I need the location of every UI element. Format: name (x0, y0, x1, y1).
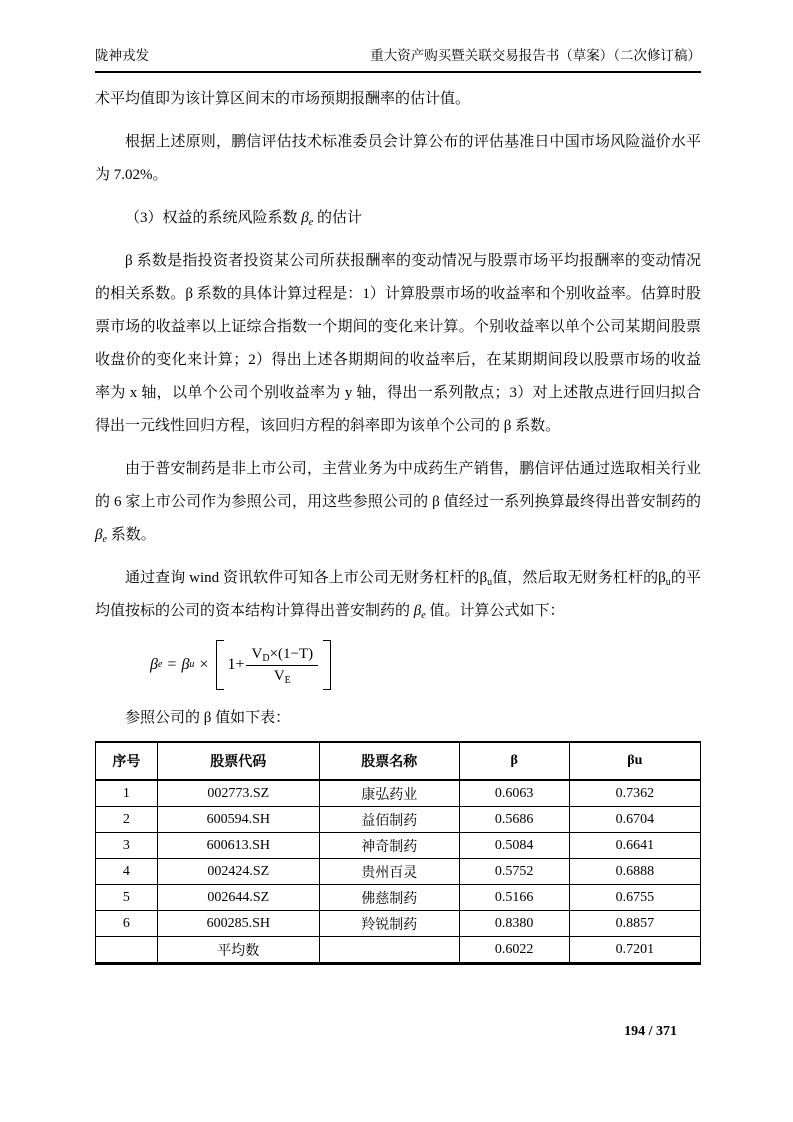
cell-stock-code: 600285.SH (157, 911, 319, 937)
formula-fraction (246, 646, 318, 685)
cell-beta: 0.5752 (459, 859, 569, 885)
cell-stock-code: 600594.SH (157, 807, 319, 833)
paragraph-risk-premium: 根据上述原则，鹏信评估技术标准委员会计算公布的评估基准日中国市场风险溢价水平为 7.02%。 (95, 134, 701, 183)
paragraph-beta-definition: β 系数是指投资者投资某公司所获报酬率的变动情况与股票市场平均报酬率的变动情况的相关系数。β 系数的具体计算过程是：1）计算股票市场的收益率和个别收益率。估算时股票市场的收益率以上证综合指数一个期间的变化来计算。个别收益率以单个公司某期间股票收盘价的变化来计算；2）得出上述各期期间的收益率后，在某期期间段以股票市场的收益率为 x 轴，以单个公司个别收益率为 y 轴，得出一系列散点；3）对上述散点进行回归拟合得出一元线性回归方程，该回归方程的斜率即为该单个公司的 β 系数。 (95, 253, 701, 434)
numerator-v: V (251, 645, 263, 662)
cell-beta: 0.5084 (459, 833, 569, 859)
formula-one-plus: 1+ (227, 656, 245, 673)
beta-formula: β e = β u × 1+ $\frac{V_D\times(1-T)}{V_E}$ (150, 638, 701, 692)
cell-index: 4 (96, 859, 158, 885)
beta-subscript: u (665, 577, 671, 588)
cell-index (96, 937, 158, 964)
fraction-denominator (274, 666, 291, 685)
cell-stock-name: 羚锐制药 (319, 911, 459, 937)
cell-beta-u: 0.6888 (569, 859, 700, 885)
beta-symbol: β (658, 570, 666, 586)
beta-symbol: β (413, 603, 422, 619)
formula-times-sign: × (199, 656, 209, 673)
column-header-beta-u: βu (569, 742, 700, 780)
cell-beta: 0.8380 (459, 911, 569, 937)
cell-stock-name: 贵州百灵 (319, 859, 459, 885)
paragraph-wind-lookup (95, 562, 701, 628)
table-row (96, 780, 701, 807)
beta-symbol: β (301, 210, 309, 226)
cell-average-label: 平均数 (157, 937, 319, 964)
cell-stock-code: 002644.SZ (157, 885, 319, 911)
page-header (95, 47, 701, 73)
puan-text-2: 系数。 (106, 527, 156, 543)
fraction-numerator (246, 646, 318, 666)
numerator-v-sub: D (262, 652, 270, 664)
cell-index: 3 (96, 833, 158, 859)
beta-symbol: β (95, 527, 103, 543)
beta-subscript: e (421, 610, 426, 621)
cell-index: 6 (96, 911, 158, 937)
cell-beta-u: 0.6641 (569, 833, 700, 859)
paragraph-puan-comparables (95, 453, 701, 552)
column-header-beta: β (459, 742, 569, 780)
beta-subscript: u (487, 577, 493, 588)
beta-subscript: e (102, 534, 107, 545)
cell-index: 1 (96, 780, 158, 807)
cell-stock-code: 600613.SH (157, 833, 319, 859)
wind-text-1: 通过查询 wind 资讯软件可知各上市公司无财务杠杆的 (125, 570, 480, 586)
column-header-stock-code: 股票代码 (157, 742, 319, 780)
paragraph-continuation: 术平均值即为该计算区间末的市场预期报酬率的估计值。 (95, 91, 471, 107)
cell-beta: 0.6063 (459, 780, 569, 807)
table-row (96, 807, 701, 833)
formula-equals: = (167, 656, 177, 673)
puan-text-1: 由于普安制药是非上市公司，主营业务为中成药生产销售，鹏信评估通过选取相关行业的 6 家上市公司作为参照公司，用这些参照公司的 β 值经过一系列换算最终得出普安制药的 (95, 461, 701, 510)
cell-beta-u: 0.8857 (569, 911, 700, 937)
column-header-index: 序号 (96, 742, 158, 780)
denominator-v-sub: E (284, 674, 291, 686)
paragraph-table-intro: 参照公司的 β 值如下表： (125, 710, 291, 726)
cell-beta: 0.5686 (459, 807, 569, 833)
cell-stock-name: 益佰制药 (319, 807, 459, 833)
comparable-companies-beta-table (95, 741, 701, 965)
formula-rhs-beta: β (181, 656, 190, 673)
cell-beta: 0.6022 (459, 937, 569, 964)
table-row-average (96, 937, 701, 964)
cell-index: 5 (96, 885, 158, 911)
heading-text-pre: （3）权益的系统风险系数 (125, 210, 302, 226)
header-report-title: 重大资产购买暨关联交易报告书（草案）（二次修订稿） (370, 48, 701, 63)
numerator-tail: ×(1−T) (269, 645, 314, 662)
cell-beta: 0.5166 (459, 885, 569, 911)
cell-beta-u: 0.6704 (569, 807, 700, 833)
table-row (96, 859, 701, 885)
column-header-stock-name: 股票名称 (319, 742, 459, 780)
table-row (96, 833, 701, 859)
wind-text-3: 的平均值按标的公司的资本结构计算得出普安制药的 (95, 570, 701, 619)
cell-stock-name: 佛慈制药 (319, 885, 459, 911)
right-bracket (323, 640, 331, 690)
wind-text-2: 值，然后取无财务杠杆的 (492, 570, 659, 586)
page-number: 194 / 371 (624, 1024, 677, 1039)
header-company-name: 陇神戎发 (95, 48, 149, 63)
cell-beta-u: 0.7201 (569, 937, 700, 964)
cell-beta-u: 0.7362 (569, 780, 700, 807)
cell-beta-u: 0.6755 (569, 885, 700, 911)
table-row (96, 885, 701, 911)
table-header-row (96, 742, 701, 780)
formula-lhs-beta: β (150, 656, 158, 673)
table-row (96, 911, 701, 937)
heading-text-post: 的估计 (313, 210, 362, 226)
beta-subscript: e (308, 217, 314, 228)
cell-stock-name (319, 937, 459, 964)
cell-stock-name: 康弘药业 (319, 780, 459, 807)
section-heading-beta-e (95, 202, 701, 235)
left-bracket (216, 640, 224, 690)
cell-stock-code: 002773.SZ (157, 780, 319, 807)
denominator-v: V (273, 667, 285, 684)
cell-index: 2 (96, 807, 158, 833)
cell-stock-name: 神奇制药 (319, 833, 459, 859)
beta-symbol: β (479, 570, 488, 586)
cell-stock-code: 002424.SZ (157, 859, 319, 885)
wind-text-4: 值。计算公式如下： (425, 603, 565, 619)
